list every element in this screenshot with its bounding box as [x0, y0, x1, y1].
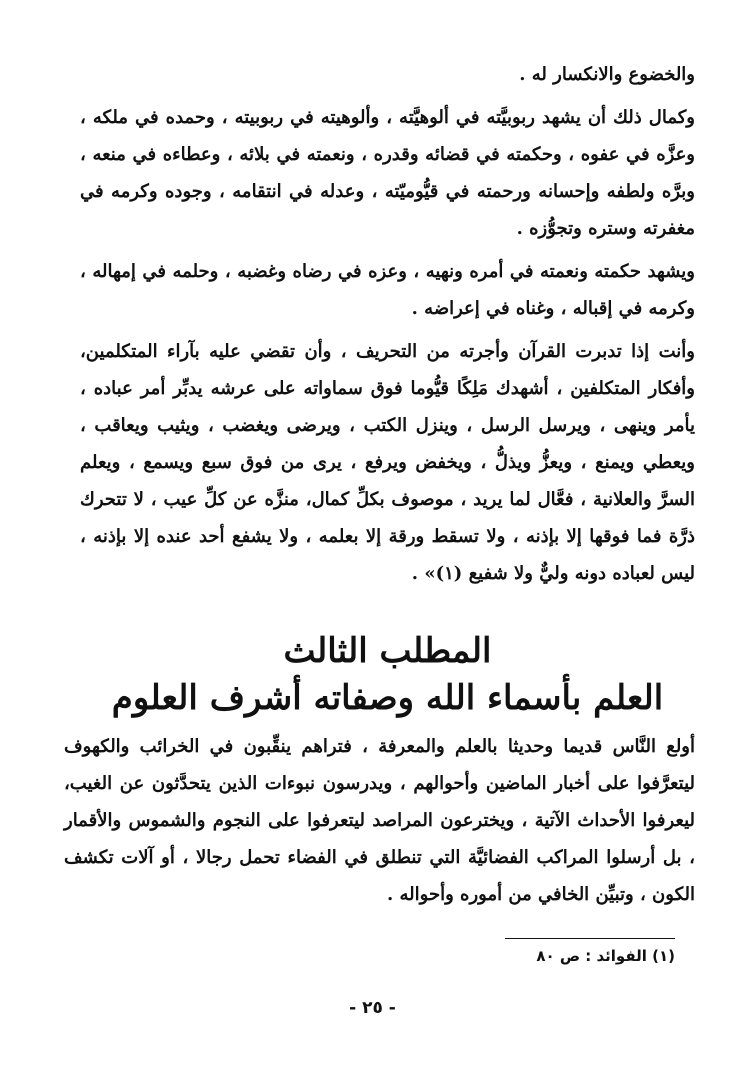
section-heading — [80, 628, 695, 722]
page-number: - ٢٥ - — [349, 998, 396, 1018]
paragraph-4: وأنت إذا تدبرت القرآن وأجرته من التحريف ، وأن تقضي عليه بآراء المتكلمين، وأفكار المتكلفين ، أشهدك مَلِكًا قيُّوما فوق سماواته على عرشه يدبِّر أمر عباده ، يأمر وينهى ، ويرسل الرسل ، وينزل الكتب ، ويرضى ويغضب ، ويثيب ويعاقب ، ويعطي ويمنع ، ويعزُّ ويذلُّ ، ويخفض ويرفع ، يرى من فوق سبع ويسمع ، ويعلم السرَّ والعلانية ، فعَّال لما يريد ، موصوف بكلِّ كمال، منزَّه عن كلِّ عيب ، لا تتحرك ذرَّة فما فوقها إلا بإذنه ، ولا تسقط ورقة إلا بعلمه ، ولا يشفع أحد عنده إلا بإذنه ، ليس لعباده دونه وليٌّ ولا شفيع (١)» . — [80, 341, 695, 584]
paragraph-3: ويشهد حكمته ونعمته في أمره ونهيه ، وعزه في رضاه وغضبه ، وحلمه في إمهاله ، وكرمه في إقباله ، وغناه في إعراضه . — [80, 261, 695, 319]
main-text — [80, 56, 695, 592]
paragraph-1: والخضوع والانكسار له . — [519, 64, 695, 85]
section-title: العلم بأسماء الله وصفاته أشرف العلوم — [111, 678, 664, 718]
paragraph-2: وكمال ذلك أن يشهد ربوبيَّته في ألوهيَّته ، وألوهيته في ربوبيته ، وحمده في ملكه ، وعزَّه في عفوه ، وحكمته في قضائه وقدره ، ونعمته في بلائه ، وعطاءه في منعه ، وبرَّه ولطفه وإحسانه ورحمته في قيُّوميّته ، وعدله في انتقامه ، وجوده وكرمه في مغفرته وستره وتجوُّزه . — [80, 107, 695, 239]
footnote-divider — [505, 938, 675, 939]
section-text — [64, 728, 695, 913]
footnote: (١) الفوائد : ص ٨٠ — [536, 947, 675, 965]
section-paragraph: أولع النَّاس قديما وحديثا بالعلم والمعرفة ، فتراهم ينقِّبون في الخرائب والكهوف ليتعرَّفوا على أخبار الماضين وأحوالهم ، ويدرسون نبوءات الذين يتحدَّثون عن الغيب، ليعرفوا الأحداث الآتية ، ويخترعون المراصد ليتعرفوا على النجوم والشموس والأقمار ، بل أرسلوا المراكب الفضائيَّة التي تنطلق في الفضاء تحمل رجالا ، أو آلات تكشف الكون ، وتبيِّن الخافي من أموره وأحواله . — [64, 736, 695, 905]
section-label: المطلب الثالث — [283, 631, 492, 671]
